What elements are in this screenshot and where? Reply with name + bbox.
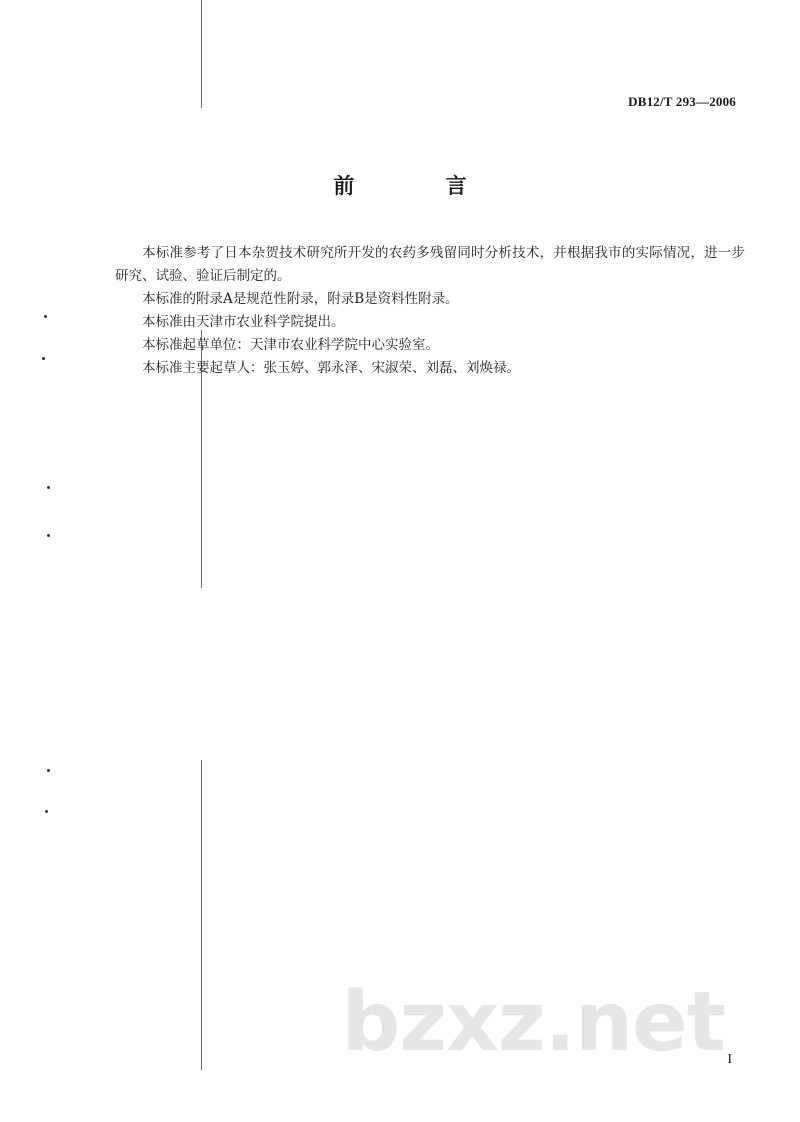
site-watermark: bzxz.net bbox=[341, 975, 725, 1070]
scan-speck bbox=[45, 810, 48, 813]
standard-code: DB12/T 293—2006 bbox=[628, 94, 736, 109]
page-border-line-bottom bbox=[201, 760, 202, 1070]
foreword-paragraph: 本标准的附录A是规范性附录，附录B是资料性附录。 bbox=[142, 291, 459, 307]
scan-speck bbox=[42, 357, 45, 360]
foreword-paragraph: 本标准由天津市农业科学院提出。 bbox=[142, 314, 345, 330]
page-title: 前 言 bbox=[333, 174, 509, 198]
scan-speck bbox=[47, 486, 50, 489]
foreword-body bbox=[115, 242, 745, 380]
page-number: I bbox=[727, 1052, 732, 1067]
foreword-paragraph: 本标准主要起草人：张玉婷、郭永泽、宋淑荣、刘磊、刘焕禄。 bbox=[142, 360, 520, 376]
foreword-paragraph: 本标准参考了日本杂贺技术研究所开发的农药多残留同时分析技术，并根据我市的实际情况，进一步研究、试验、验证后制定的。 bbox=[115, 245, 745, 284]
scan-speck bbox=[44, 315, 47, 318]
scan-speck bbox=[47, 534, 50, 537]
foreword-paragraph: 本标准起草单位：天津市农业科学院中心实验室。 bbox=[142, 337, 439, 353]
scan-speck bbox=[47, 769, 50, 772]
page-border-line-top bbox=[201, 0, 202, 108]
